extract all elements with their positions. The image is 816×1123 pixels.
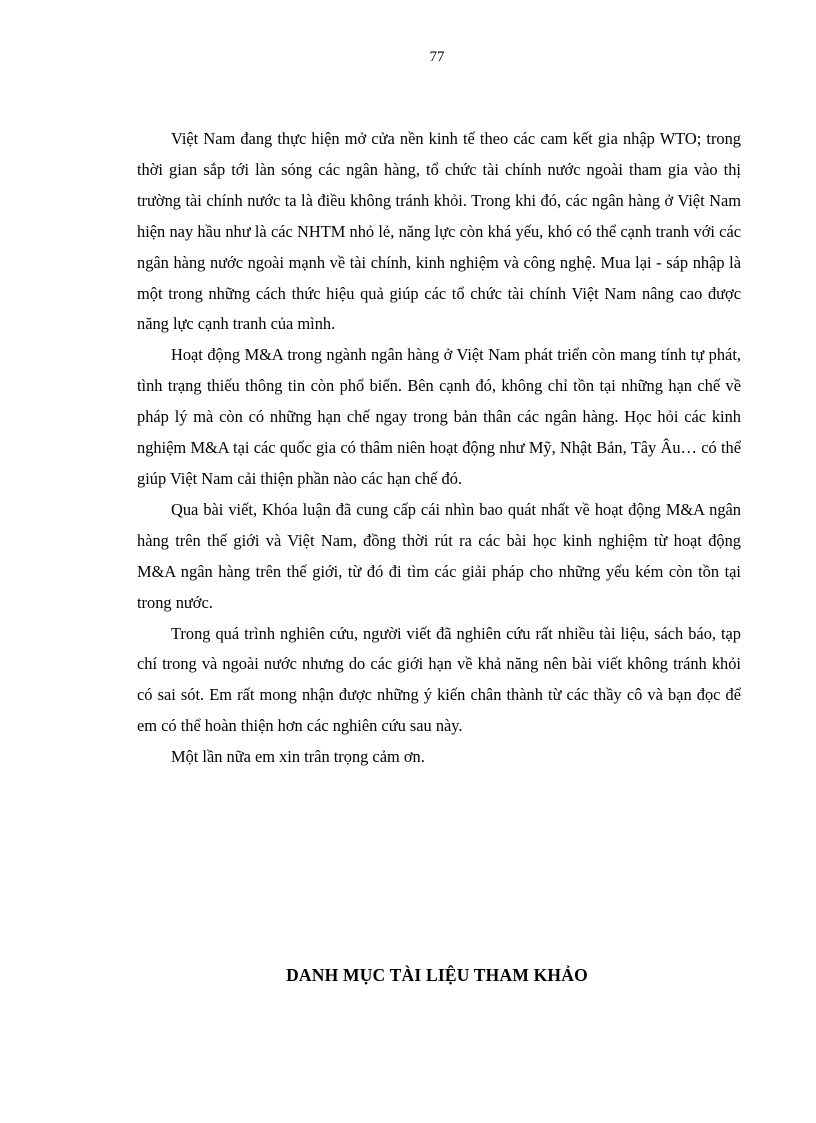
paragraph: Việt Nam đang thực hiện mở cửa nền kinh tế theo các cam kết gia nhập WTO; trong thời gian sắp tới làn sóng các ngân hàng, tổ chức tài chính nước ngoài tham gia vào thị trường tài chính nước ta là điều không tránh khỏi. Trong khi đó, các ngân hàng ở Việt Nam hiện nay hầu như là các NHTM nhỏ lẻ, năng lực còn khá yếu, khó có thể cạnh tranh với các ngân hàng nước ngoài mạnh về tài chính, kinh nghiệm và công nghệ. Mua lại - sáp nhập là một trong những cách thức hiệu quả giúp các tổ chức tài chính Việt Nam nâng cao được năng lực cạnh tranh của mình. — [137, 129, 741, 334]
references-heading: DANH MỤC TÀI LIỆU THAM KHẢO — [286, 965, 588, 985]
paragraph: Trong quá trình nghiên cứu, người viết đã nghiên cứu rất nhiều tài liệu, sách báo, tạp chí trong và ngoài nước nhưng do các giới hạn về khả năng nên bài viết không tránh khỏi có sai sót. Em rất mong nhận được những ý kiến chân thành từ các thầy cô và bạn đọc để em có thể hoàn thiện hơn các nghiên cứu sau này. — [137, 623, 741, 736]
paragraph: Hoạt động M&A trong ngành ngân hàng ở Việt Nam phát triển còn mang tính tự phát, tình trạng thiếu thông tin còn phổ biến. Bên cạnh đó, không chỉ tồn tại những hạn chế về pháp lý mà còn có những hạn chế ngay trong bản thân các ngân hàng. Học hỏi các kinh nghiệm M&A tại các quốc gia có thâm niên hoạt động như Mỹ, Nhật Bản, Tây Âu… có thể giúp Việt Nam cải thiện phần nào các hạn chế đó. — [137, 345, 741, 488]
page-number: 77 — [429, 49, 445, 65]
paragraph: Qua bài viết, Khóa luận đã cung cấp cái nhìn bao quát nhất về hoạt động M&A ngân hàng trên thế giới và Việt Nam, đồng thời rút ra các bài học kinh nghiệm từ hoạt động M&A ngân hàng trên thế giới, từ đó đi tìm các giải pháp cho những yếu kém còn tồn tại trong nước. — [137, 499, 741, 612]
conclusion-body — [137, 124, 741, 773]
paragraph: Một lần nữa em xin trân trọng cảm ơn. — [171, 747, 425, 767]
